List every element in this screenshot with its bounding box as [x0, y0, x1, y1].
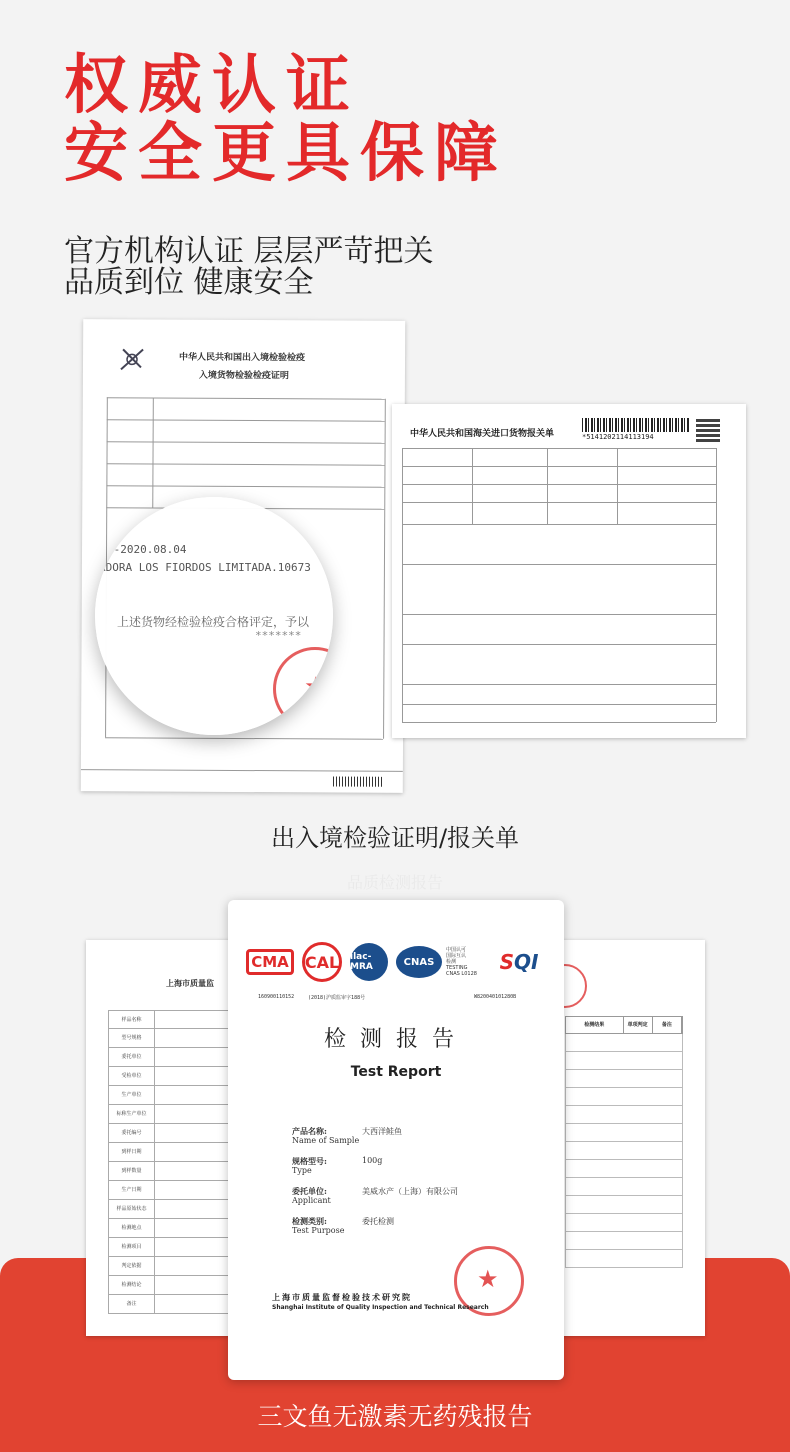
table-cell: 样品原始状态: [109, 1200, 155, 1218]
table-row: [565, 1250, 683, 1268]
table-cell: 到样数量: [109, 1162, 155, 1180]
barcode-number: *5141202114113194: [582, 433, 654, 441]
sqi-logo-icon: S QI: [499, 950, 539, 974]
field-sample-name-value: 大西洋鲑鱼: [362, 1127, 402, 1136]
table-header-cell: 单项判定: [624, 1017, 653, 1033]
table-row: [565, 1160, 683, 1178]
cma-logo-icon: CMA: [246, 949, 294, 975]
field-test-purpose-label: 检测类别: Test Purpose: [292, 1216, 345, 1235]
report-code-middle: (2018)沪质监审字188号: [308, 995, 366, 1001]
customs-declaration-image: [392, 404, 746, 738]
table-cell: 委托编号: [109, 1124, 155, 1142]
headline-line-2: 安全更具保障: [64, 117, 508, 191]
table-cell: 受检单位: [109, 1067, 155, 1085]
barcode-icon: [582, 418, 690, 432]
table-cell: 生产单位: [109, 1086, 155, 1104]
table-row: [565, 1196, 683, 1214]
table-row: [565, 1214, 683, 1232]
table-cell: 样品名称: [109, 1011, 155, 1029]
table-row: [565, 1178, 683, 1196]
table-cell: 判定依据: [109, 1257, 155, 1275]
report-caption: 三文鱼无激素无药残报告: [257, 1402, 533, 1431]
table-row: [565, 1142, 683, 1160]
field-sample-name-label: 产品名称: Name of Sample: [292, 1126, 360, 1145]
table-cell: 到样日期: [109, 1143, 155, 1161]
report-code-left: 160900110152: [258, 994, 295, 1000]
report-title-cn: 检测报告: [323, 1027, 468, 1052]
quarantine-title: 中华人民共和国出入境检验检疫: [179, 352, 306, 364]
table-cell: 生产日期: [109, 1181, 155, 1199]
field-applicant-value: 美威水产（上海）有限公司: [362, 1187, 458, 1196]
table-cell: 委托单位: [109, 1048, 155, 1066]
table-cell: 备注: [109, 1295, 155, 1313]
table-cell: 检测地点: [109, 1219, 155, 1237]
left-page-header: 上海市质量监: [166, 978, 214, 988]
field-applicant-label: 委托单位: Applicant: [292, 1186, 331, 1205]
table-row: [565, 1070, 683, 1088]
subtitle-line-1: 官方机构认证 层层严苛把关: [64, 234, 434, 269]
inspection-emblem-icon: [117, 345, 147, 373]
customs-title: 中华人民共和国海关进口货物报关单: [410, 429, 555, 439]
headline-line-1: 权威认证: [64, 49, 360, 123]
table-row: [565, 1052, 683, 1070]
field-test-purpose-value: 委托检测: [362, 1217, 394, 1226]
test-report-main-page: [228, 900, 564, 1380]
table-header-cell: 检测结果: [566, 1017, 624, 1033]
faint-section-heading: 品质检测报告: [346, 873, 443, 892]
table-header-cell: 备注: [653, 1017, 682, 1033]
quarantine-subtitle: 入境货物检验检疫证明: [198, 370, 289, 382]
table-cell: 型号规格: [109, 1029, 155, 1047]
cnas-accreditation-text: 中国认可 国际互认 检测 TESTING CNAS L0128: [446, 947, 477, 977]
report-title-en: Test Report: [350, 1064, 442, 1080]
magnified-certificate-detail: 1-2020.08.04 ADORA LOS FIORDOS LIMITADA.10673 上述货物经检验检疫合格评定，予以 ******* ★: [95, 497, 333, 735]
table-cell: 标称生产单位: [109, 1105, 155, 1123]
institute-seal-icon: ★: [454, 1246, 524, 1316]
cal-logo-icon: CAL: [302, 942, 342, 982]
ilac-mra-logo-icon: ilac-MRA: [350, 943, 388, 981]
table-cell: 检测项目: [109, 1238, 155, 1256]
table-row: [565, 1124, 683, 1142]
cnas-logo-icon: CNAS: [396, 946, 442, 978]
red-seal-icon: ★: [273, 647, 333, 731]
table-cell: 检测结论: [109, 1276, 155, 1294]
table-row: [565, 1034, 683, 1052]
certification-logos: [244, 946, 548, 984]
qr-code-icon: [696, 418, 720, 442]
subtitle-line-2: 品质到位 健康安全: [64, 265, 314, 300]
field-type-value: 100g: [362, 1156, 383, 1165]
table-row: [565, 1106, 683, 1124]
table-row: [565, 1088, 683, 1106]
report-code-right: W820040101280B: [474, 994, 517, 1000]
table-header: [565, 1016, 683, 1034]
field-type-label: 规格型号: Type: [292, 1156, 327, 1175]
institute-name-cn: 上海市质量监督检验技术研究院: [272, 1293, 412, 1302]
certificates-caption: 出入境检验证明/报关单: [270, 824, 520, 852]
table-row: [565, 1232, 683, 1250]
institute-name-en: Shanghai Institute of Quality Inspection and Technical Research: [272, 1304, 489, 1311]
